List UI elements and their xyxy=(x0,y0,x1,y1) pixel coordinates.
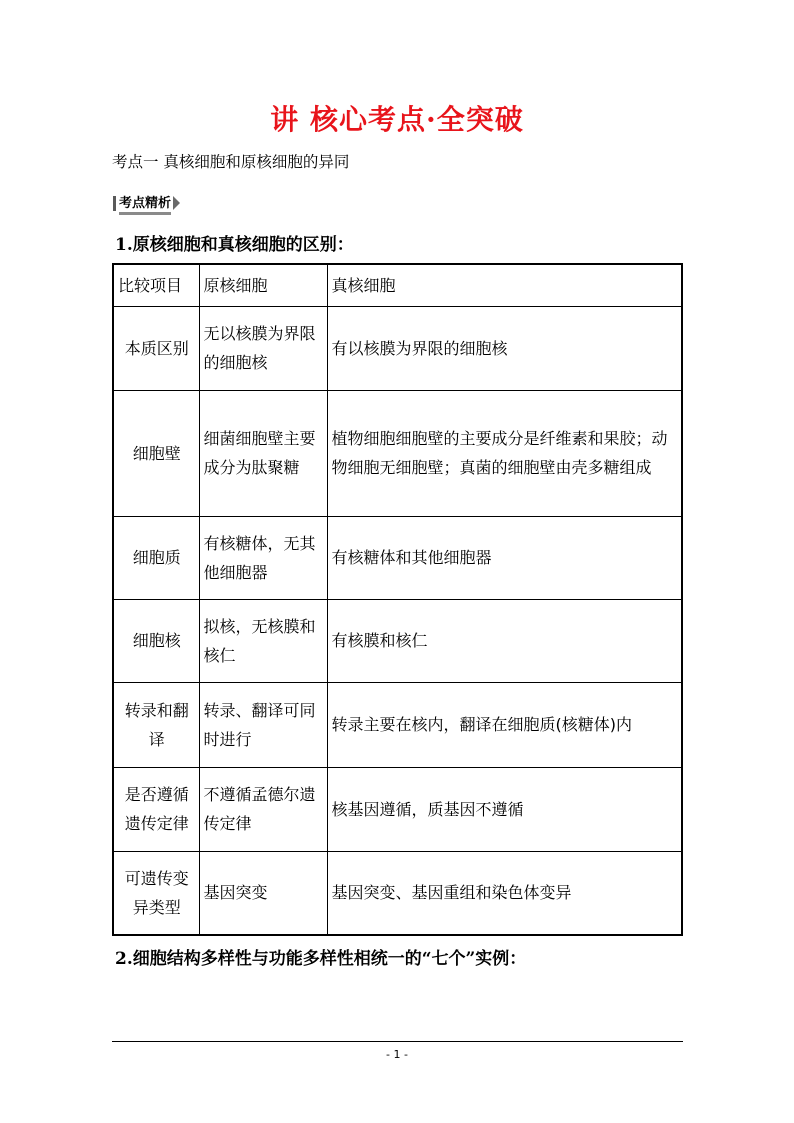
row-label: 细胞核 xyxy=(113,599,199,682)
header-cell: 真核细胞 xyxy=(327,264,682,306)
eukaryote-cell: 植物细胞细胞壁的主要成分是纤维素和果胶；动物细胞无细胞壁；真菌的细胞壁由壳多糖组成 xyxy=(327,390,682,516)
table-row xyxy=(113,390,682,516)
table-row xyxy=(113,682,682,767)
footer-divider xyxy=(112,1041,683,1042)
header-cell: 原核细胞 xyxy=(199,264,327,306)
prokaryote-cell: 有核糖体，无其他细胞器 xyxy=(199,516,327,599)
section-1-heading: 1.原核细胞和真核细胞的区别： xyxy=(115,235,354,255)
topic-subtitle: 考点一 真核细胞和原核细胞的异同 xyxy=(112,153,350,171)
prokaryote-cell: 不遵循孟德尔遗传定律 xyxy=(199,767,327,851)
row-label: 本质区别 xyxy=(113,306,199,390)
eukaryote-cell: 有以核膜为界限的细胞核 xyxy=(327,306,682,390)
table-row xyxy=(113,599,682,682)
prokaryote-cell: 无以核膜为界限的细胞核 xyxy=(199,306,327,390)
table-row xyxy=(113,851,682,935)
tag-bar-icon xyxy=(113,196,116,211)
prokaryote-cell: 基因突变 xyxy=(199,851,327,935)
header-cell: 比较项目 xyxy=(113,264,199,306)
row-label: 细胞壁 xyxy=(113,390,199,516)
triangle-right-icon xyxy=(173,196,180,210)
eukaryote-cell: 核基因遵循，质基因不遵循 xyxy=(327,767,682,851)
section-tag xyxy=(113,194,180,212)
prokaryote-cell: 细菌细胞壁主要成分为肽聚糖 xyxy=(199,390,327,516)
eukaryote-cell: 有核糖体和其他细胞器 xyxy=(327,516,682,599)
row-label: 是否遵循遗传定律 xyxy=(113,767,199,851)
prokaryote-cell: 拟核，无核膜和核仁 xyxy=(199,599,327,682)
table-row xyxy=(113,306,682,390)
eukaryote-cell: 有核膜和核仁 xyxy=(327,599,682,682)
comparison-table xyxy=(112,263,683,936)
tag-label: 考点精析 xyxy=(119,192,171,215)
page-number: - 1 - xyxy=(386,1048,408,1061)
section-2-heading: 2.细胞结构多样性与功能多样性相统一的“七个”实例： xyxy=(115,949,527,969)
table-row xyxy=(113,767,682,851)
table-row xyxy=(113,516,682,599)
table-header-row xyxy=(113,264,682,306)
row-label: 转录和翻译 xyxy=(113,682,199,767)
page-title: 讲 核心考点·全突破 xyxy=(270,103,524,136)
row-label: 细胞质 xyxy=(113,516,199,599)
prokaryote-cell: 转录、翻译可同时进行 xyxy=(199,682,327,767)
eukaryote-cell: 基因突变、基因重组和染色体变异 xyxy=(327,851,682,935)
row-label: 可遗传变异类型 xyxy=(113,851,199,935)
eukaryote-cell: 转录主要在核内，翻译在细胞质(核糖体)内 xyxy=(327,682,682,767)
